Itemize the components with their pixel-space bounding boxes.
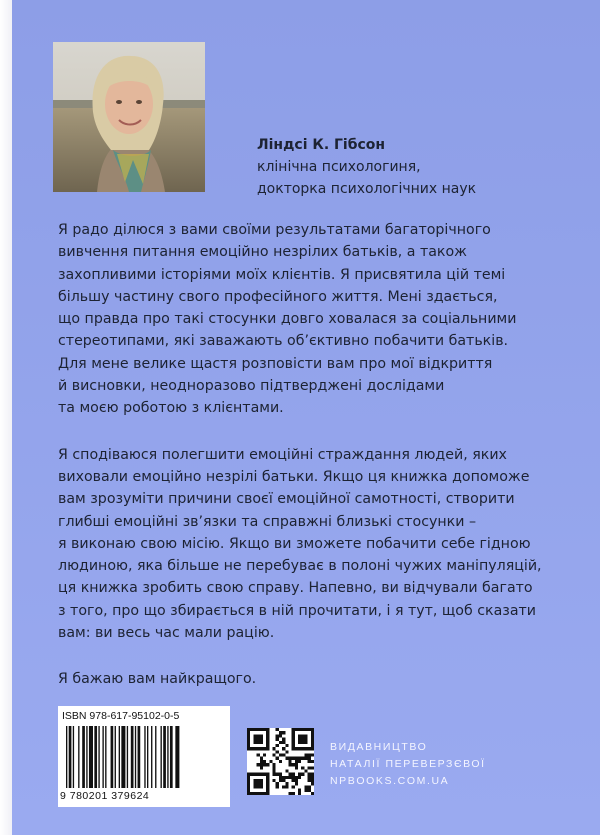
blurb-text: [58, 219, 558, 715]
publisher-line1: ВИДАВНИЦТВО: [330, 741, 428, 753]
author-portrait-image: [53, 42, 205, 192]
blurb-paragraph-1: Я радо ділюся з вами своїми результатами багаторічного вивчення питання емоційно незрілих батьків, а також захопливими історіями моїх клієнтів. Я присвятила цій темі більшу частину свого професійного життя. Мені здається, що правда про такі стосунки довго ховалася за соціальними стереотипами, які заважають об’єктивно побачити батьків. Для мене велике щастя розповісти вам про мої відкриття й висновки, неодноразово підтверджені дослідами та моєю роботою з клієнтами.: [58, 222, 517, 417]
publisher-info: [330, 739, 486, 790]
barcode-number: 9 780201 379624: [60, 790, 150, 802]
barcode-icon: [66, 726, 222, 788]
page-edge: [0, 0, 12, 835]
isbn-label: ISBN 978-617-95102-0-5: [62, 710, 180, 722]
publisher-website: NPBOOKS.COM.UA: [330, 775, 450, 787]
qr-code: [247, 728, 314, 795]
blurb-paragraph-2: Я сподіваюся полегшити емоційні страждання людей, яких виховали емоційно незрілі батьки. Якщо ця книжка допоможе вам зрозуміти причини своєї емоційної самотності, створити глибші емоційні зв’язки та справжні близькі стосунки – я виконаю свою місію. Якщо ви зможете побачити себе гідною людиною, яка більше не перебуває в полоні чужих маніпуляцій, ця книжка зробить свою справу. Напевно, ви відчували багато з того, про що збирається в ній прочитати, і я тут, щоб сказати вам: ви весь час мали рацію.: [58, 446, 542, 642]
author-role-line1: клінічна психологиня,: [257, 159, 421, 175]
author-role-line2: докторка психологічних наук: [257, 181, 477, 197]
barcode-box: [58, 706, 230, 807]
author-info: [235, 134, 476, 200]
author-name: Ліндсі К. Гібсон: [257, 137, 386, 153]
publisher-line2: НАТАЛІЇ ПЕРЕВЕРЗЄВОЇ: [330, 758, 486, 770]
qr-code-icon: [247, 728, 314, 795]
author-photo: [53, 42, 205, 192]
blurb-paragraph-3: Я бажаю вам найкращого.: [58, 671, 257, 688]
